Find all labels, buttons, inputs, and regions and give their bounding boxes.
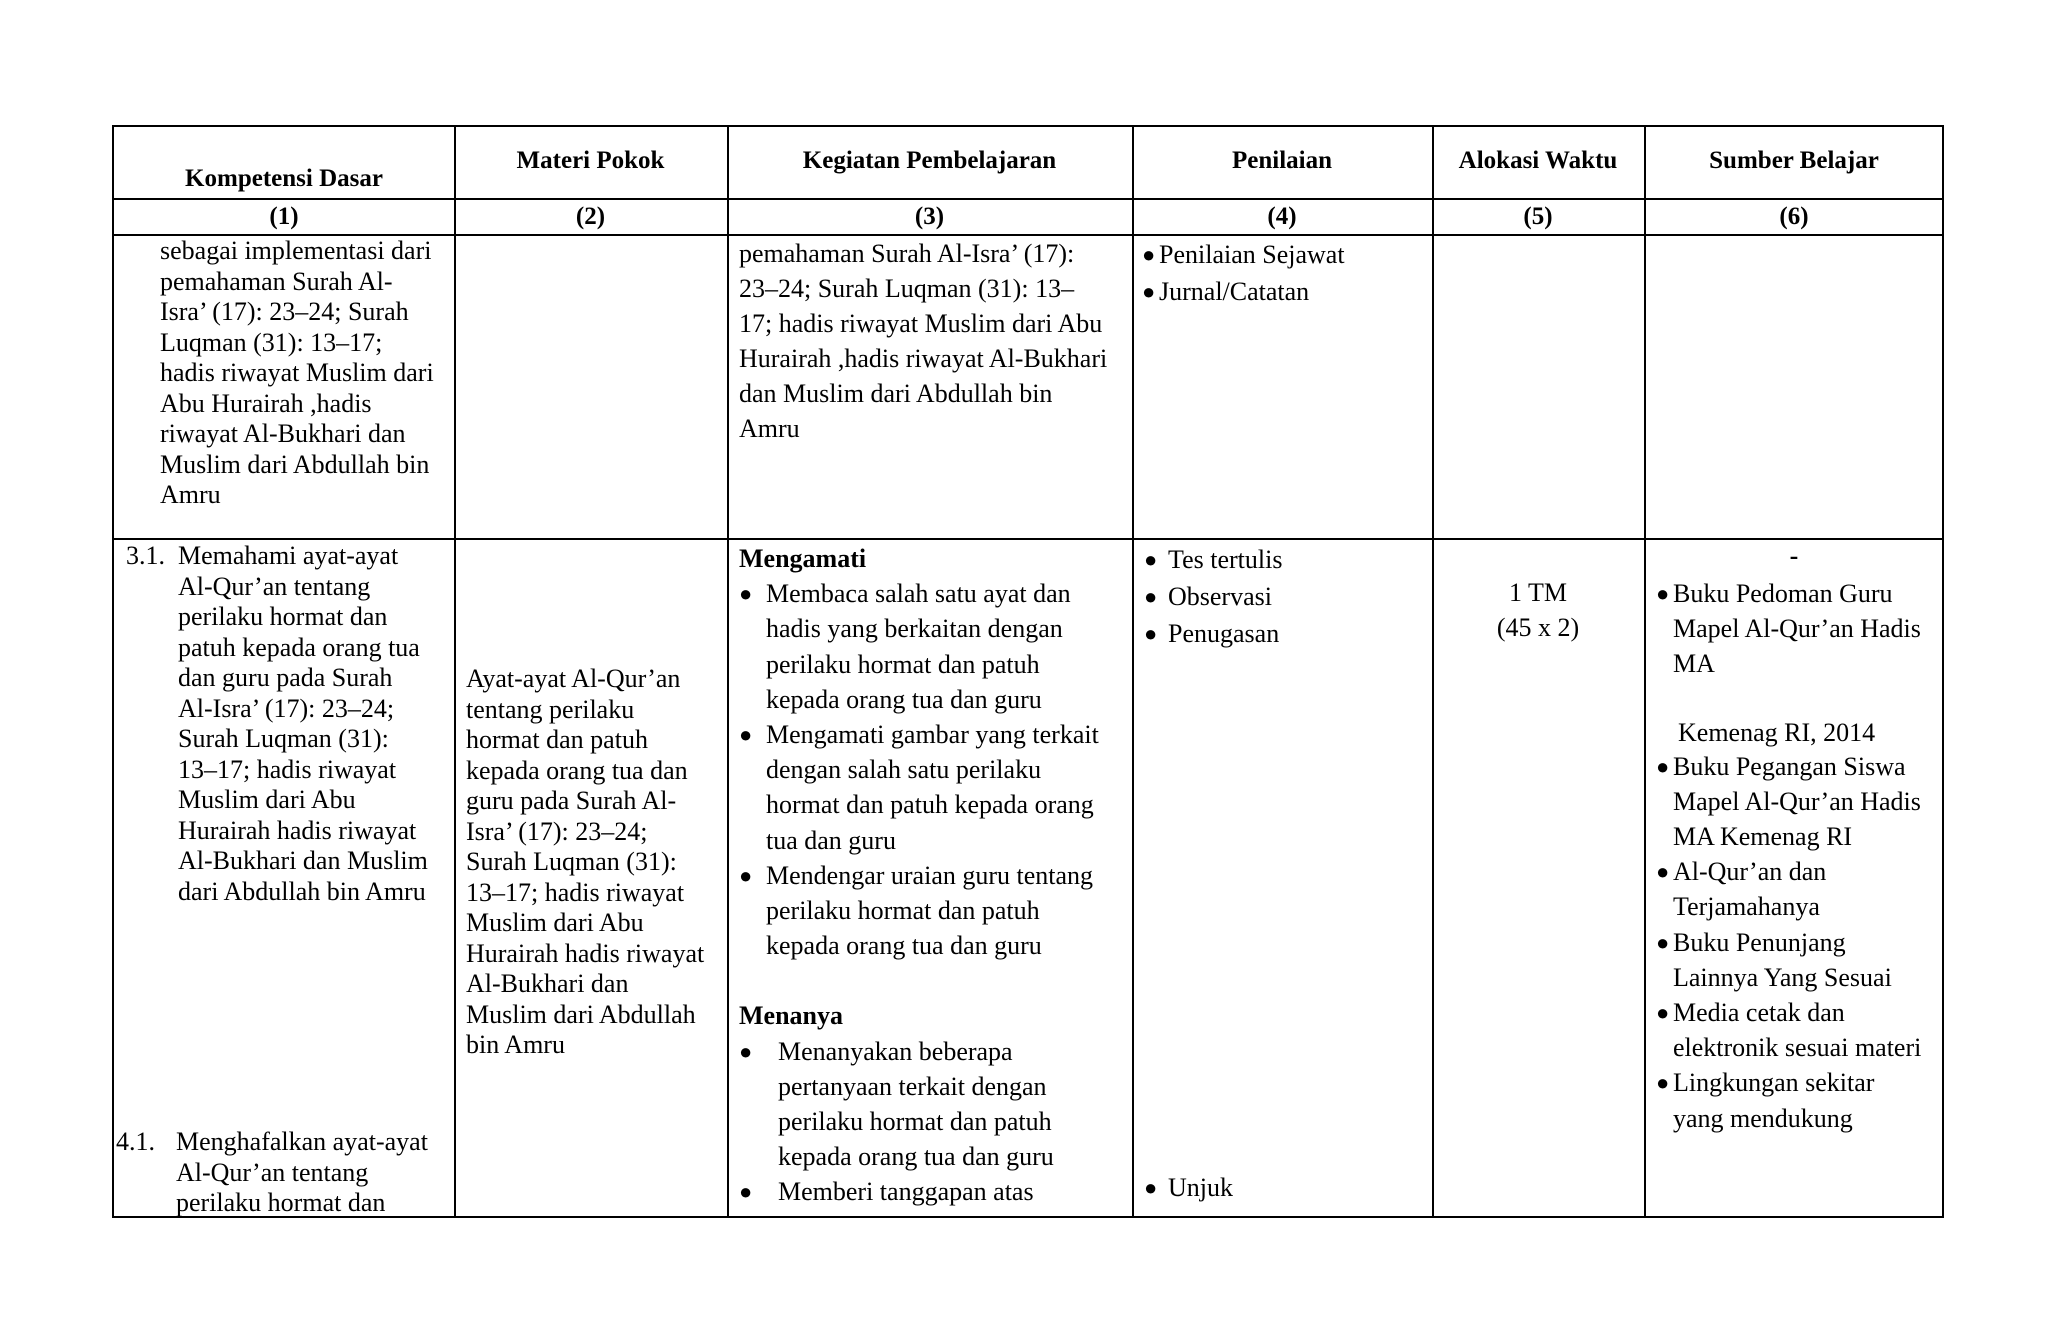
column-divider [1644, 127, 1646, 1216]
sumber-belajar-list [1656, 576, 1921, 1136]
list-item: ● Penilaian Sejawat [1142, 240, 1345, 269]
list-item: ● Al-Qur’an dan Terjamahanya [1656, 857, 1827, 922]
kd-3-1-text: Memahami ayat-ayat Al-Qur’an tentang perilaku hormat dan patuh kepada orang tua dan guru pada Surah Al-Isra’ (17): 23–24; Surah Luqman (31): 13–17; hadis riwayat Muslim dari Abu Hurairah hadis riwayat Al-Bukhari dan Muslim dari Abdullah bin Amru [178, 541, 428, 906]
list-item: ● Penugasan [1144, 619, 1280, 648]
header-materi-pokok: Materi Pokok [516, 147, 665, 174]
mengamati-heading: Mengamati [739, 544, 867, 573]
list-item: ● Media cetak dan elektronik sesuai materi [1656, 998, 1922, 1063]
header-penilaian: Penilaian [1231, 147, 1332, 174]
kegiatan-pembelajaran-cell [739, 541, 1099, 1210]
list-item: ● Memberi tanggapan atas [739, 1177, 1034, 1207]
column-number: (5) [1523, 203, 1553, 230]
list-item: ● Buku Pedoman Guru Mapel Al-Qur’an Hadis MA [1656, 579, 1921, 679]
list-item: ● Menanyakan beberapa pertanyaan terkait dengan perilaku hormat dan patuh kepada orang tua dan guru [739, 1036, 1054, 1172]
materi-pokok-text: Ayat-ayat Al-Qur’an tentang perilaku hormat dan patuh kepada orang tua dan guru pada Surah Al- Isra’ (17): 23–24; Surah Luqman (31): 13–17; hadis riwayat Muslim dari Abu Hurairah hadis riwayat Al-Bukhari dan Muslim dari Abdullah bin Amru [466, 664, 705, 1059]
alokasi-waktu-value: 1 TM (45 x 2) [1496, 578, 1580, 642]
list-item: ● Buku Pegangan Siswa Mapel Al-Qur’an Hadis MA Kemenag RI [1656, 751, 1921, 852]
list-item: ● Mendengar uraian guru tentang perilaku hormat dan patuh kepada orang tua dan guru [739, 860, 1094, 961]
menanya-heading: Menanya [739, 1001, 843, 1031]
penilaian-list-row1 [1142, 236, 1345, 310]
column-number: (3) [914, 203, 945, 230]
header-kegiatan-pembelajaran: Kegiatan Pembelajaran [802, 147, 1057, 174]
column-divider [454, 127, 456, 1216]
kd-4-1-text: Menghafalkan ayat-ayat Al-Qur’an tentang perilaku hormat dan [176, 1127, 428, 1217]
column-divider [1132, 127, 1134, 1216]
list-item: ● Mengamati gambar yang terkait dengan salah satu perilaku hormat dan patuh kepada orang tua dan guru [739, 720, 1099, 855]
penilaian-unjuk [1144, 1173, 1233, 1204]
list-item: ● Tes tertulis [1144, 545, 1283, 574]
column-number: (1) [269, 203, 299, 230]
kegiatan-continued-text: pemahaman Surah Al-Isra’ (17): 23–24; Surah Luqman (31): 13– 17; hadis riwayat Muslim dari Abu Hurairah ,hadis riwayat Al-Bukhari dan Muslim dari Abdullah bin Amru [739, 239, 1108, 443]
sumber-note: Kemenag RI, 2014 [1678, 717, 1876, 747]
list-item: ● Buku Penunjang Lainnya Yang Sesuai [1656, 927, 1892, 992]
syllabus-table [112, 125, 1944, 1218]
header-sumber-belajar: Sumber Belajar [1709, 147, 1879, 174]
column-number: (4) [1267, 203, 1297, 230]
kompetensi-continued-text: sebagai implementasi dari pemahaman Surah Al- Isra’ (17): 23–24; Surah Luqman (31): 13–17; hadis riwayat Muslim dari Abu Hurairah ,hadis riwayat Al-Bukhari dan Muslim dari Abdullah bin Amru [160, 236, 434, 509]
sumber-dash: - [1789, 541, 1799, 570]
list-item: ● Jurnal/Catatan [1142, 277, 1310, 306]
column-number: (6) [1779, 203, 1809, 230]
penilaian-list-row2 [1144, 541, 1282, 652]
column-number: (2) [575, 203, 606, 230]
list-item: ● Unjuk [1144, 1173, 1233, 1202]
list-item: ● Membaca salah satu ayat dan hadis yang berkaitan dengan perilaku hormat dan patuh kepada orang tua dan guru [739, 579, 1071, 714]
header-alokasi-waktu: Alokasi Waktu [1458, 147, 1618, 174]
kd-3-1-number: 3.1. [126, 541, 165, 570]
list-item: ● Observasi [1144, 582, 1272, 611]
list-item: ● Lingkungan sekitar yang mendukung [1656, 1068, 1875, 1133]
header-kompetensi-dasar: Kompetensi Dasar [185, 165, 383, 192]
row-divider [114, 538, 1942, 540]
column-divider [1432, 127, 1434, 1216]
column-divider [727, 127, 729, 1216]
kd-4-1-number: 4.1. [116, 1127, 155, 1156]
